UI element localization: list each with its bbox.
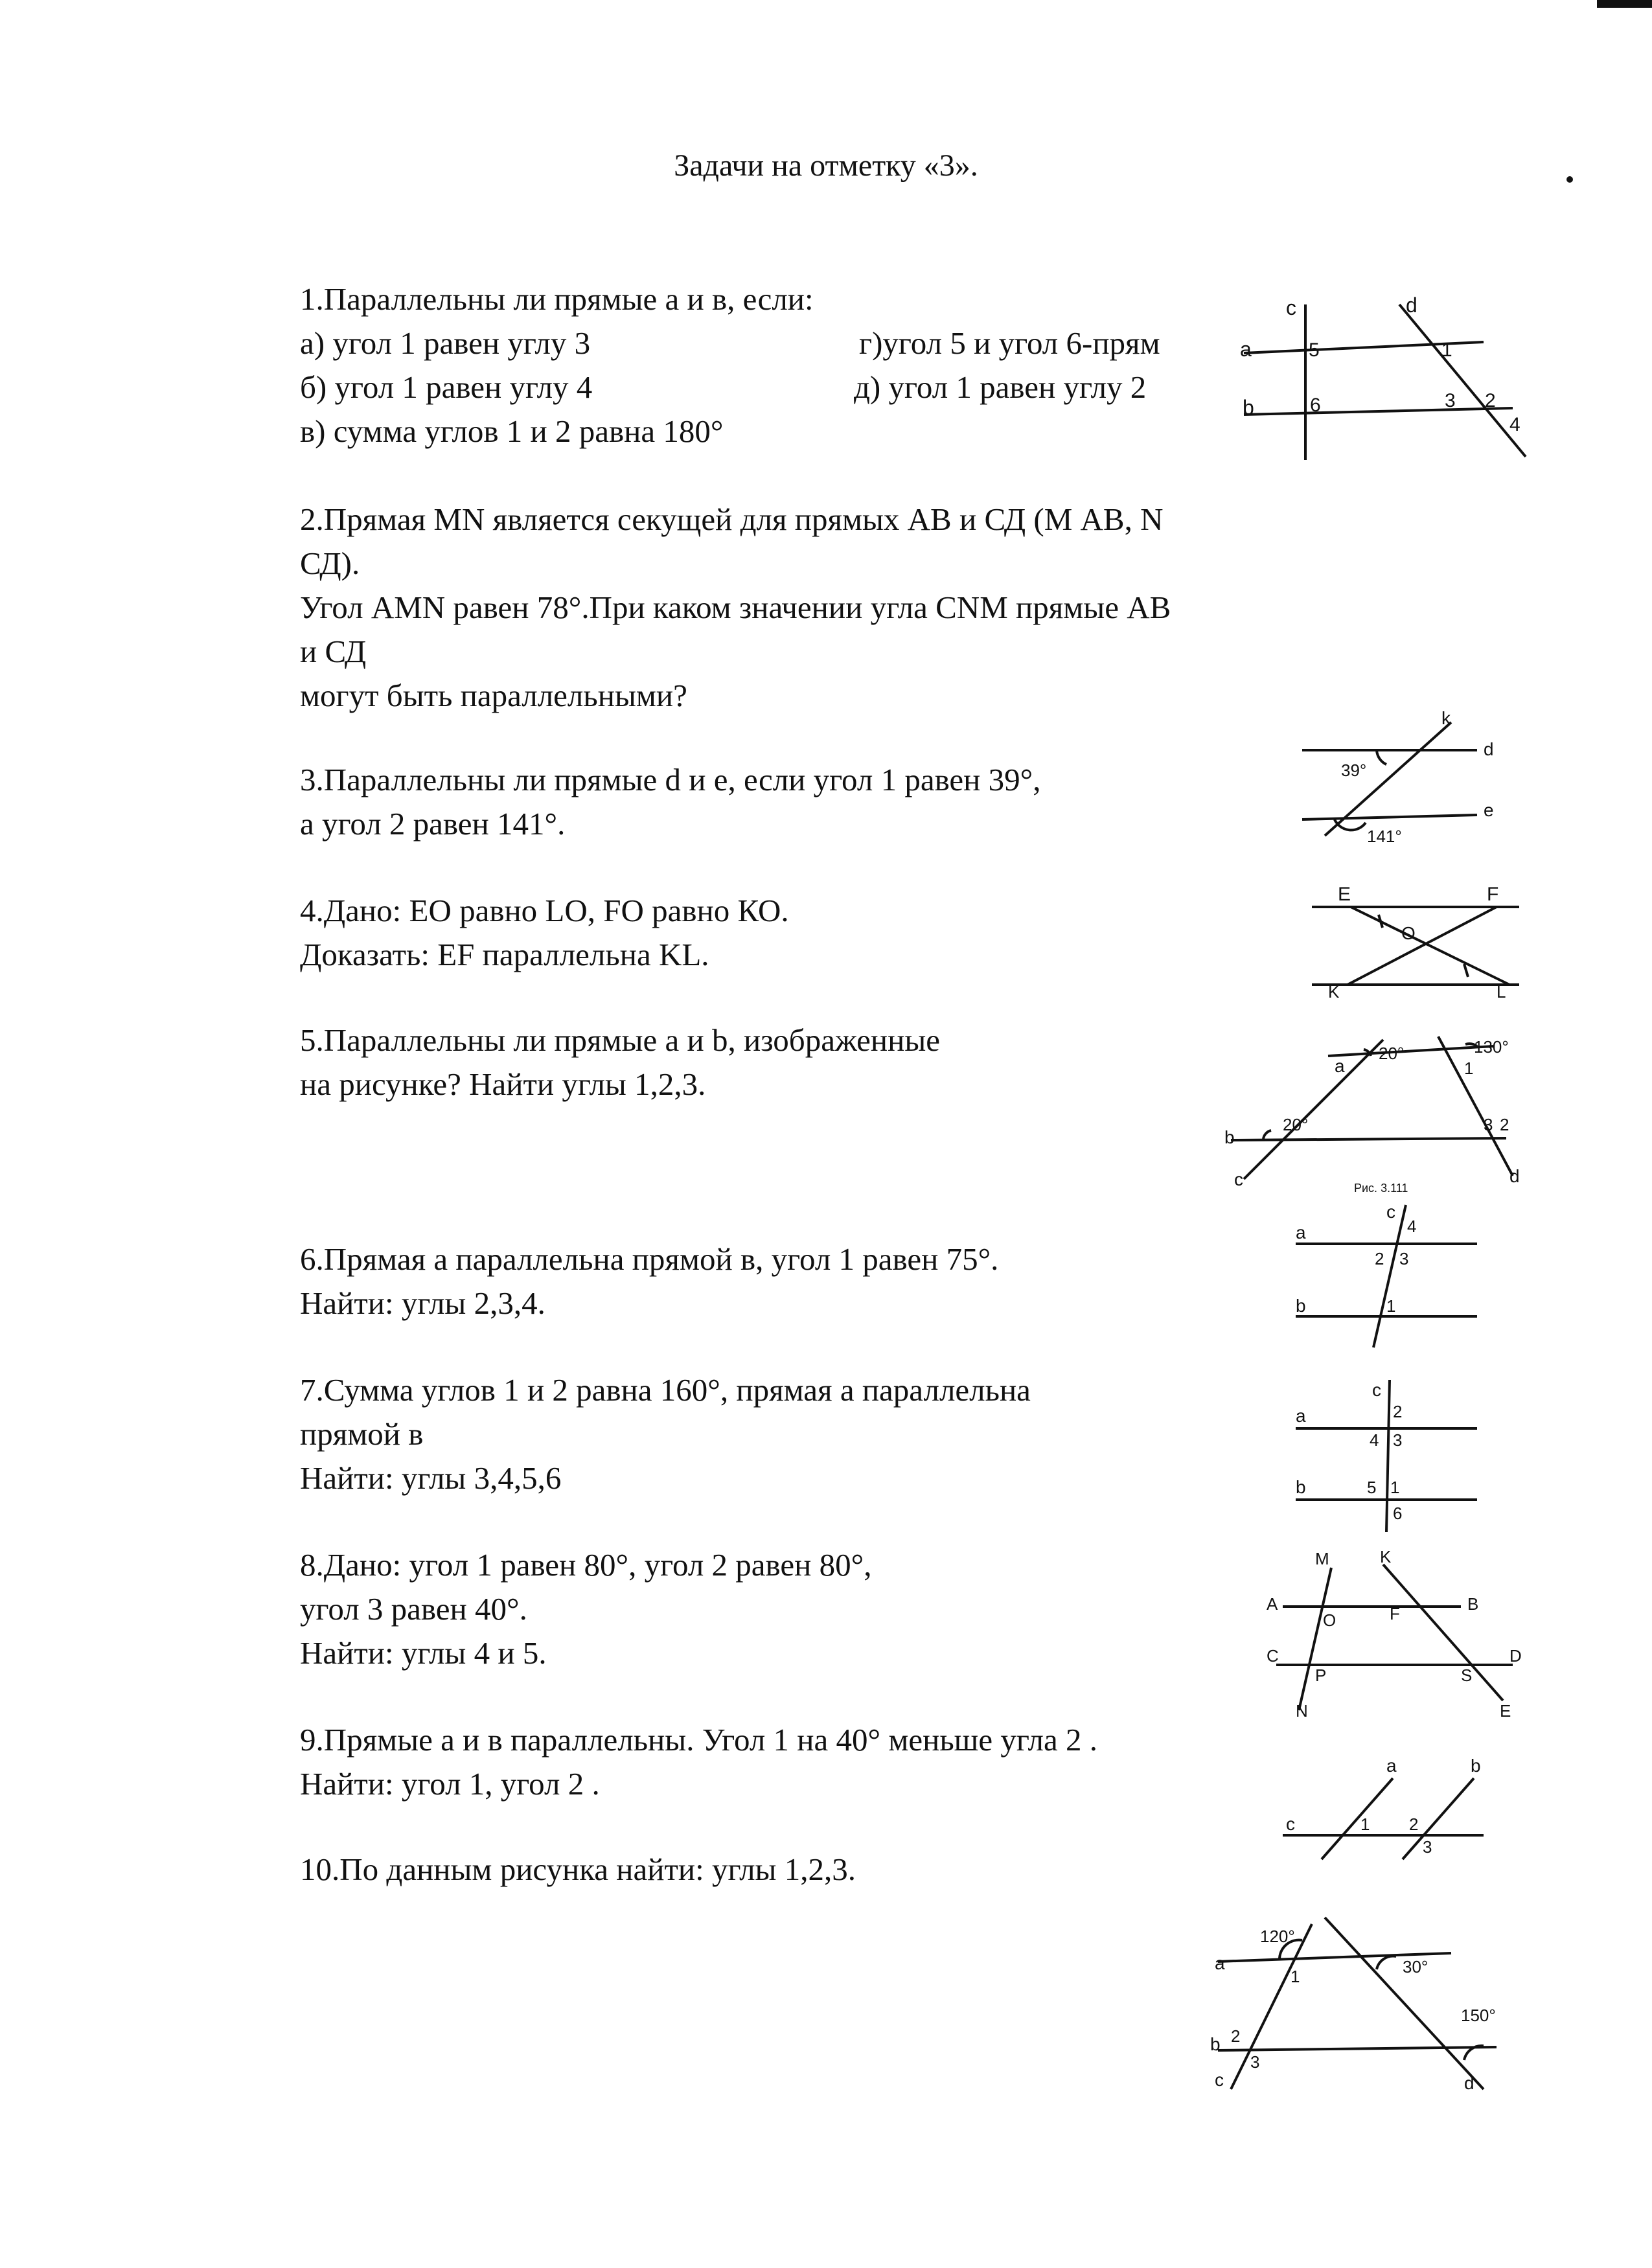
problem-2-line-1: 2.Прямая MN является секущей для прямых АВ и СД (М АВ, N bbox=[300, 501, 1164, 537]
label-e: E bbox=[1338, 884, 1351, 905]
problem-7-line-2: прямой в bbox=[300, 1416, 424, 1452]
label-3: 3 bbox=[1393, 1430, 1403, 1450]
figure-3-diagram bbox=[1296, 708, 1516, 855]
label-6: 6 bbox=[1393, 1504, 1403, 1523]
label-c: c bbox=[1386, 1202, 1395, 1222]
label-a: a bbox=[1296, 1406, 1306, 1426]
problem-4 bbox=[300, 889, 1369, 977]
figure-7 bbox=[1289, 1373, 1490, 1535]
scan-speck bbox=[1566, 176, 1573, 183]
label-a: a bbox=[1335, 1056, 1345, 1076]
label-d: d bbox=[1484, 739, 1494, 759]
label-141: 141° bbox=[1367, 827, 1402, 846]
label-k: k bbox=[1441, 708, 1451, 728]
figure-10-diagram bbox=[1205, 1905, 1509, 2092]
line-c bbox=[1373, 1205, 1409, 1347]
label-c: c bbox=[1372, 1380, 1381, 1400]
label-o: O bbox=[1323, 1610, 1337, 1630]
figure-4 bbox=[1302, 875, 1522, 1002]
problem-4-line-2: Доказать: EF параллельна KL. bbox=[300, 937, 709, 972]
label-c: c bbox=[1234, 1169, 1243, 1189]
label-6: 6 bbox=[1310, 395, 1321, 416]
label-b: b bbox=[1296, 1296, 1306, 1316]
problem-5-line-2: на рисунке? Найти углы 1,2,3. bbox=[300, 1066, 706, 1102]
label-b: b bbox=[1210, 2034, 1221, 2054]
line-ke bbox=[1383, 1564, 1503, 1701]
line-c bbox=[1244, 1040, 1383, 1179]
problem-9 bbox=[300, 1718, 1369, 1806]
line-a bbox=[1328, 1046, 1493, 1056]
label-a: A bbox=[1267, 1594, 1278, 1614]
problem-2-line-3: Угол АМN равен 78°.При каком значении угла CNM прямые АВ bbox=[300, 590, 1171, 625]
figure-1 bbox=[1231, 285, 1529, 460]
figure-8 bbox=[1250, 1548, 1522, 1723]
label-a: a bbox=[1240, 338, 1252, 361]
label-2: 2 bbox=[1485, 390, 1496, 411]
figure-7-diagram bbox=[1289, 1373, 1490, 1535]
figure-5-diagram bbox=[1224, 1011, 1522, 1198]
label-3: 3 bbox=[1399, 1249, 1409, 1268]
problem-1-question: 1.Параллельны ли прямые а и в, если: bbox=[300, 281, 814, 317]
label-c: c bbox=[1286, 1814, 1295, 1834]
label-p: P bbox=[1315, 1666, 1327, 1685]
label-150: 150° bbox=[1461, 2006, 1496, 2025]
figure-9 bbox=[1276, 1749, 1497, 1879]
label-b: b bbox=[1243, 396, 1254, 419]
label-a: a bbox=[1296, 1222, 1306, 1243]
problem-3-line-2: а угол 2 равен 141°. bbox=[300, 806, 566, 842]
problem-6 bbox=[300, 1237, 1369, 1325]
label-2: 2 bbox=[1500, 1115, 1509, 1134]
label-a: a bbox=[1215, 1953, 1225, 1973]
page-title: Задачи на отметку «3». bbox=[674, 148, 978, 183]
label-2: 2 bbox=[1231, 2026, 1241, 2046]
figure-9-diagram bbox=[1276, 1749, 1497, 1879]
label-m: M bbox=[1315, 1549, 1329, 1568]
scan-corner-mark bbox=[1597, 0, 1652, 8]
problem-8-line-3: Найти: углы 4 и 5. bbox=[300, 1635, 547, 1671]
label-1: 1 bbox=[1441, 339, 1452, 361]
figure-6 bbox=[1289, 1198, 1490, 1354]
label-k: K bbox=[1328, 982, 1340, 1002]
problem-9-line-2: Найти: угол 1, угол 2 . bbox=[300, 1766, 600, 1802]
line-c bbox=[1386, 1380, 1390, 1532]
figure-5 bbox=[1224, 1011, 1522, 1198]
problem-4-line-1: 4.Дано: ЕО равно LO, FO равно КО. bbox=[300, 893, 789, 928]
problem-8 bbox=[300, 1543, 1369, 1675]
line-b bbox=[1218, 2047, 1497, 2050]
label-1: 1 bbox=[1386, 1296, 1396, 1316]
label-f: F bbox=[1487, 884, 1499, 905]
problem-1 bbox=[300, 277, 1369, 453]
problem-2-line-4: и СД bbox=[300, 634, 367, 669]
label-d: d bbox=[1509, 1166, 1520, 1186]
problem-6-line-1: 6.Прямая а параллельна прямой в, угол 1 равен 75°. bbox=[300, 1241, 999, 1277]
label-c: c bbox=[1286, 296, 1296, 319]
problem-6-line-2: Найти: углы 2,3,4. bbox=[300, 1285, 545, 1321]
label-130: 130° bbox=[1474, 1037, 1509, 1057]
problem-8-line-2: угол 3 равен 40°. bbox=[300, 1591, 527, 1627]
label-1: 1 bbox=[1464, 1059, 1474, 1078]
problem-5-line-1: 5.Параллельны ли прямые а и b, изображенные bbox=[300, 1022, 941, 1058]
problem-7-line-1: 7.Сумма углов 1 и 2 равна 160°, прямая а параллельна bbox=[300, 1372, 1031, 1408]
problem-7 bbox=[300, 1368, 1369, 1500]
problem-10 bbox=[300, 1848, 1369, 1892]
line-d bbox=[1399, 304, 1526, 457]
label-5: 5 bbox=[1309, 339, 1320, 361]
figure-1-diagram bbox=[1231, 285, 1529, 460]
problem-1-option-a: а) угол 1 равен углу 3 bbox=[300, 325, 591, 361]
label-20-top: 20° bbox=[1379, 1044, 1405, 1063]
problem-1-option-v: в) сумма углов 1 и 2 равна 180° bbox=[300, 413, 724, 449]
label-e: e bbox=[1484, 800, 1494, 820]
label-d: d bbox=[1464, 2073, 1474, 2093]
problem-3 bbox=[300, 758, 1369, 846]
label-b: B bbox=[1467, 1594, 1479, 1614]
segment-fl bbox=[1348, 907, 1497, 985]
problem-1-option-d: д) угол 1 равен углу 2 bbox=[854, 369, 1147, 405]
problem-3-line-1: 3.Параллельны ли прямые d и е, если угол 1 равен 39°, bbox=[300, 762, 1041, 797]
figure-10 bbox=[1205, 1905, 1509, 2092]
problem-1-option-b: б) угол 1 равен углу 4 bbox=[300, 369, 593, 405]
figure-5-caption: Рис. 3.111 bbox=[1354, 1182, 1408, 1195]
problem-5 bbox=[300, 1018, 1369, 1106]
label-1: 1 bbox=[1360, 1815, 1370, 1834]
problem-1-option-g: г)угол 5 и угол 6-прям bbox=[859, 325, 1160, 361]
label-3: 3 bbox=[1250, 2052, 1260, 2072]
label-3: 3 bbox=[1423, 1837, 1432, 1857]
label-c: c bbox=[1215, 2070, 1224, 2090]
problem-2 bbox=[300, 498, 1369, 718]
figure-8-diagram bbox=[1250, 1548, 1522, 1723]
problem-10-line-1: 10.По данным рисунка найти: углы 1,2,3. bbox=[300, 1851, 856, 1887]
problem-2-line-2: СД). bbox=[300, 545, 360, 581]
label-d: d bbox=[1406, 293, 1417, 317]
line-c bbox=[1231, 1924, 1312, 2089]
label-f: F bbox=[1390, 1604, 1400, 1623]
problem-2-line-5: могут быть параллельными? bbox=[300, 678, 687, 713]
line-mn bbox=[1299, 1568, 1331, 1710]
line-b bbox=[1231, 1138, 1506, 1140]
label-c: C bbox=[1267, 1646, 1279, 1666]
label-4: 4 bbox=[1407, 1217, 1417, 1236]
label-5: 5 bbox=[1367, 1478, 1377, 1497]
label-b: b bbox=[1296, 1477, 1306, 1497]
segment-ek bbox=[1351, 907, 1509, 985]
label-39: 39° bbox=[1341, 761, 1367, 780]
line-b bbox=[1244, 408, 1513, 415]
label-b: b bbox=[1224, 1127, 1235, 1147]
label-30: 30° bbox=[1403, 1957, 1428, 1976]
figure-4-diagram bbox=[1302, 875, 1522, 1002]
problem-8-line-1: 8.Дано: угол 1 равен 80°, угол 2 равен 80°, bbox=[300, 1547, 872, 1583]
label-2: 2 bbox=[1409, 1815, 1419, 1834]
label-s: S bbox=[1461, 1666, 1473, 1685]
label-4: 4 bbox=[1509, 414, 1520, 435]
label-120: 120° bbox=[1260, 1927, 1295, 1946]
line-d bbox=[1438, 1037, 1513, 1176]
figure-6-diagram bbox=[1289, 1198, 1490, 1354]
label-20-bottom: 20° bbox=[1283, 1115, 1309, 1134]
label-d: D bbox=[1509, 1646, 1522, 1666]
label-b: b bbox=[1471, 1756, 1481, 1776]
label-1: 1 bbox=[1291, 1967, 1300, 1986]
line-e bbox=[1302, 815, 1477, 819]
line-a bbox=[1322, 1778, 1393, 1859]
label-3: 3 bbox=[1484, 1115, 1493, 1134]
label-l: L bbox=[1497, 982, 1506, 1002]
problem-9-line-1: 9.Прямые а и в параллельны. Угол 1 на 40° меньше угла 2 . bbox=[300, 1722, 1097, 1758]
line-d bbox=[1325, 1918, 1484, 2089]
label-o: O bbox=[1401, 923, 1416, 943]
figure-3 bbox=[1296, 708, 1516, 855]
label-a: a bbox=[1386, 1756, 1397, 1776]
label-4: 4 bbox=[1370, 1430, 1379, 1450]
label-e: E bbox=[1500, 1701, 1511, 1721]
label-3: 3 bbox=[1445, 390, 1456, 411]
label-1: 1 bbox=[1390, 1478, 1400, 1497]
label-2: 2 bbox=[1375, 1249, 1384, 1268]
problem-7-line-3: Найти: углы 3,4,5,6 bbox=[300, 1460, 562, 1496]
label-k: K bbox=[1380, 1547, 1392, 1566]
label-n: N bbox=[1296, 1701, 1308, 1721]
label-2: 2 bbox=[1393, 1402, 1403, 1421]
